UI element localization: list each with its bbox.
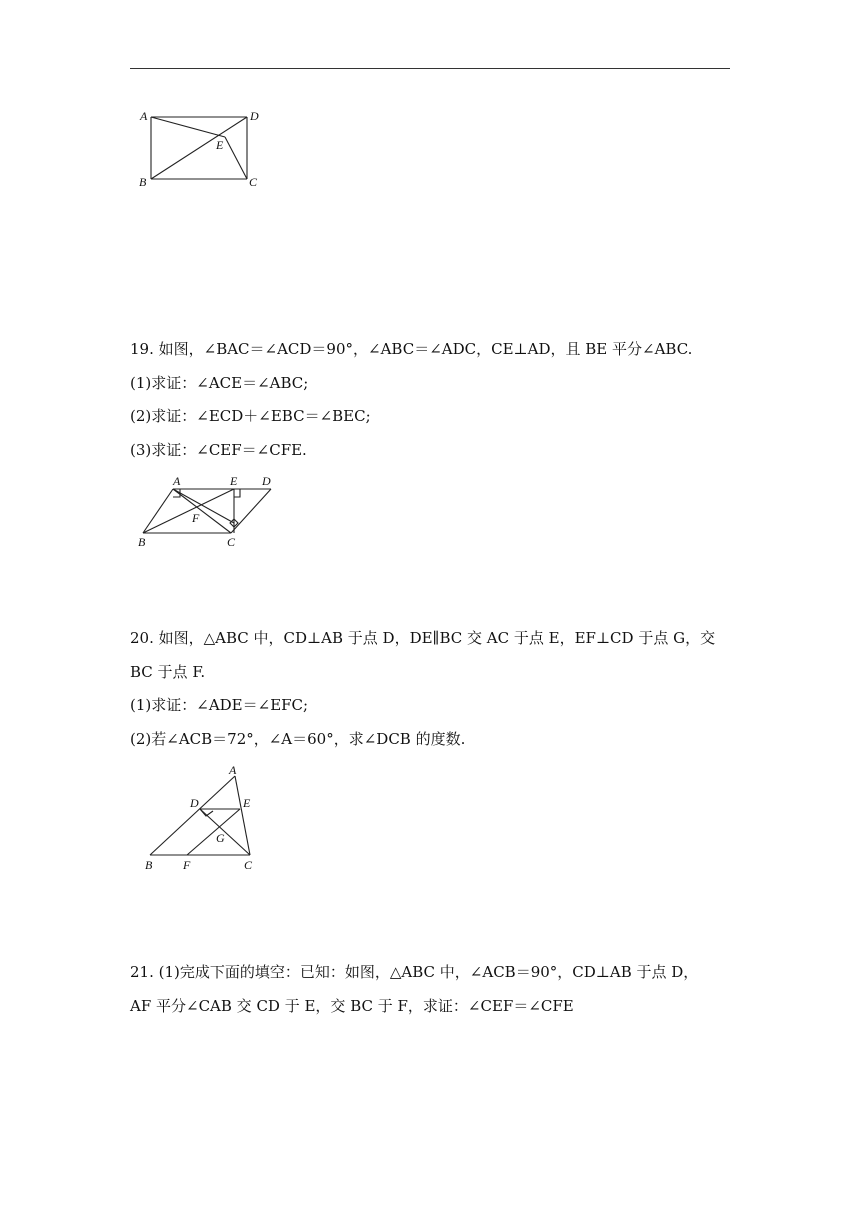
figure-rectangle-abcd xyxy=(130,104,270,194)
q19-part1: (1)求证：∠ACE＝∠ABC; xyxy=(130,374,309,392)
q20-part2: (2)若∠ACB＝72°，∠A＝60°，求∠DCB 的度数. xyxy=(130,730,466,748)
label-e: E xyxy=(216,138,224,152)
label-c: C xyxy=(227,535,236,549)
q20-part1: (1)求证：∠ADE＝∠EFC; xyxy=(130,696,309,714)
header-rule xyxy=(130,68,730,69)
label-e: E xyxy=(243,796,251,810)
q21-line2: AF 平分∠CAB 交 CD 于 E，交 BC 于 F，求证：∠CEF＝∠CFE xyxy=(130,997,574,1015)
label-e: E xyxy=(230,474,238,488)
label-b: B xyxy=(145,858,153,872)
label-a: A xyxy=(229,763,237,777)
q21-line1: 21. (1)完成下面的填空：已知：如图，△ABC 中，∠ACB＝90°，CD⊥AB 于点 D， xyxy=(130,963,699,981)
q19-part3: (3)求证：∠CEF＝∠CFE. xyxy=(130,441,307,459)
label-f: F xyxy=(183,858,191,872)
label-d: D xyxy=(250,109,259,123)
q20-stem-line1: 20. 如图，△ABC 中，CD⊥AB 于点 D，DE∥BC 交 AC 于点 E，EF⊥CD 于点 G，交 xyxy=(130,629,716,647)
q20-stem-line2: BC 于点 F. xyxy=(130,663,206,681)
label-d: D xyxy=(262,474,271,488)
figure-triangle-abc xyxy=(130,758,280,878)
label-c: C xyxy=(249,175,258,189)
label-f: F xyxy=(192,511,200,525)
figure-parallelogram-abcd xyxy=(130,470,290,550)
label-g: G xyxy=(216,831,225,845)
label-c: C xyxy=(244,858,253,872)
label-d: D xyxy=(190,796,199,810)
label-b: B xyxy=(139,175,147,189)
label-a: A xyxy=(140,109,148,123)
label-b: B xyxy=(138,535,146,549)
label-a: A xyxy=(173,474,181,488)
q19-stem: 19. 如图，∠BAC＝∠ACD＝90°，∠ABC＝∠ADC，CE⊥AD，且 BE 平分∠ABC. xyxy=(130,340,693,358)
q19-part2: (2)求证：∠ECD＋∠EBC＝∠BEC; xyxy=(130,407,371,425)
